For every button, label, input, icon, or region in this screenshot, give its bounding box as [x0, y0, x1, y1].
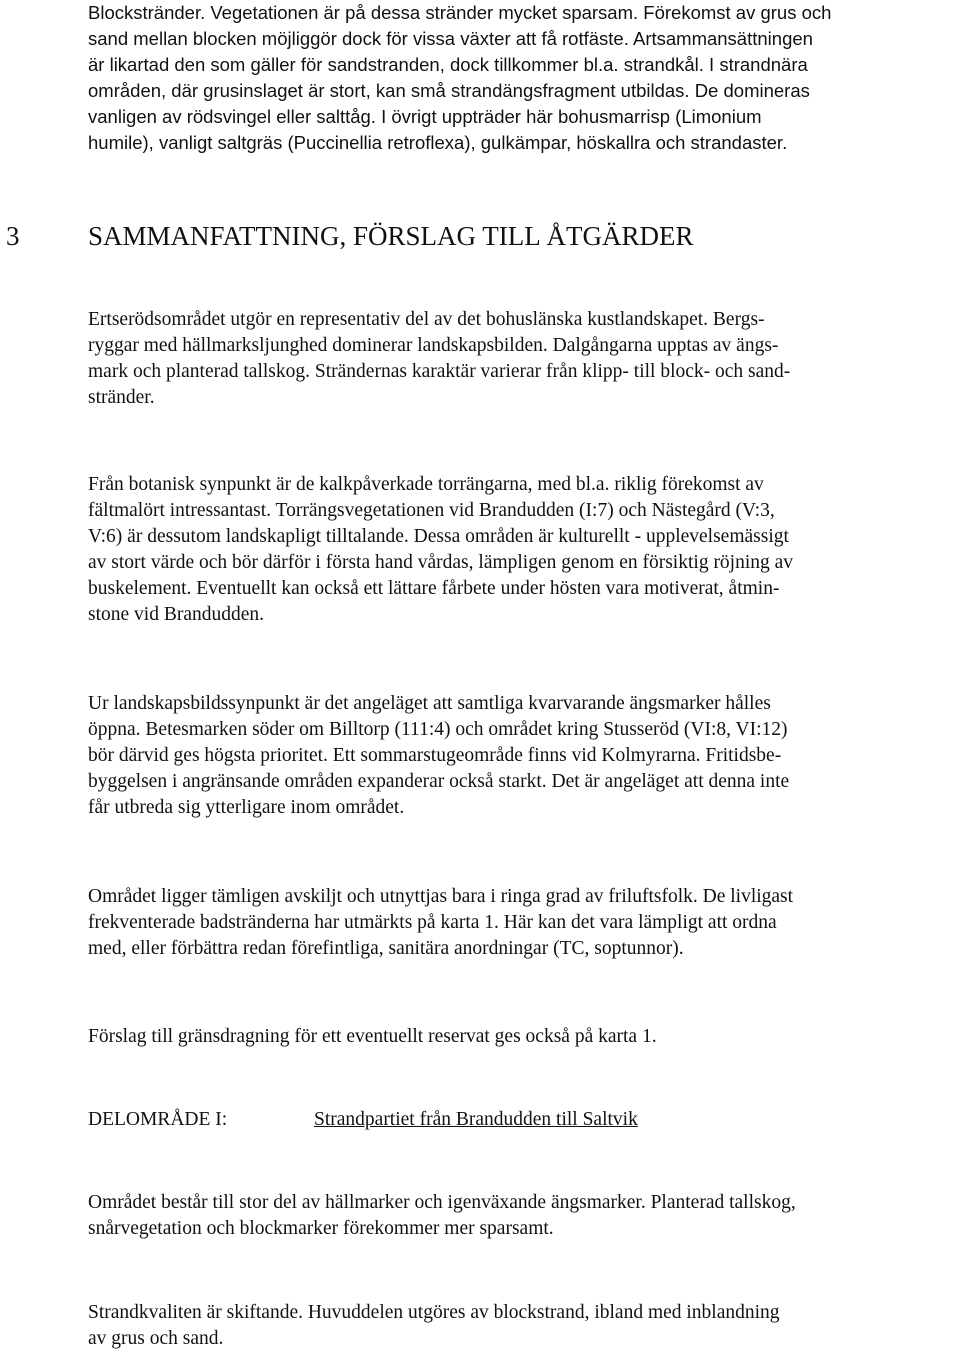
- landscape-paragraph: [88, 691, 950, 821]
- text-line: med, eller förbättra redan förefintliga, sanitära anordningar (TC, soptunnor).: [88, 938, 684, 959]
- text-line: Strandkvaliten är skiftande. Huvuddelen utgöres av blockstrand, ibland med inblandning: [88, 1302, 780, 1323]
- text-line: får utbreda sig ytterligare inom området.: [88, 797, 405, 818]
- text-line: är likartad den som gäller för sandstranden, dock tillkommer bl.a. strandkål. I strandnära: [88, 54, 808, 75]
- text-line: sand mellan blocken möjliggör dock för vissa växter att få rotfäste. Artsammansättningen: [88, 28, 813, 49]
- text-line: öppna. Betesmarken söder om Billtorp (111:4) och området kring Stusseröd (VI:8, VI:12): [88, 719, 788, 740]
- text-line: fältmalört intressantast. Torrängsvegetationen vid Brandudden (I:7) och Nästegård (V:3,: [88, 500, 775, 521]
- text-line: vanligen av rödsvingel eller salttåg. I övrigt uppträder här bohusmarrisp (Limonium: [88, 106, 762, 127]
- text-line: av grus och sand.: [88, 1328, 224, 1349]
- section-title: SAMMANFATTNING, FÖRSLAG TILL ÅTGÄRDER: [88, 221, 694, 251]
- delomrade-label: DELOMRÅDE I:: [88, 1109, 228, 1130]
- section-heading: [6, 218, 946, 254]
- delomrade-title: Strandpartiet från Brandudden till Saltvik: [314, 1109, 638, 1130]
- summary-paragraph: [88, 307, 950, 411]
- recreation-paragraph: [88, 884, 950, 962]
- text-line: Området ligger tämligen avskiljt och utnyttjas bara i ringa grad av friluftsfolk. De livligast: [88, 886, 794, 907]
- text-line: V:6) är dessutom landskapligt tilltalande. Dessa områden är kulturellt - upplevelsemässigt: [88, 526, 789, 547]
- text-line: av stort värde och bör därför i första hand vårdas, lämpligen genom en försiktig röjning av: [88, 552, 794, 573]
- shore-quality-paragraph: [88, 1300, 950, 1352]
- text-line: humile), vanligt saltgräs (Puccinellia retroflexa), gulkämpar, höskallra och strandaster.: [88, 132, 788, 153]
- text-line: Ertserödsområdet utgör en representativ del av det bohuslänska kustlandskapet. Bergs-: [88, 309, 765, 330]
- text-line: snårvegetation och blockmarker förekommer mer sparsamt.: [88, 1218, 554, 1239]
- reserve-paragraph: [88, 1024, 950, 1050]
- text-line: områden, där grusinslaget är stort, kan små strandängsfragment utbildas. De domineras: [88, 80, 810, 101]
- area-description-paragraph: [88, 1190, 950, 1242]
- text-line: mark och planterad tallskog. Strändernas karaktär varierar från klipp- till block- och sand-: [88, 361, 791, 382]
- text-line: Blockstränder. Vegetationen är på dessa stränder mycket sparsam. Förekomst av grus och: [88, 2, 832, 23]
- botany-paragraph: [88, 472, 950, 628]
- delomrade-heading: [88, 1107, 638, 1133]
- text-line: byggelsen i angränsande områden expanderar också starkt. Det är angeläget att denna inte: [88, 771, 790, 792]
- text-line: ryggar med hällmarksljunghed dominerar landskapsbilden. Dalgångarna upptas av ängs-: [88, 335, 779, 356]
- intro-paragraph: [88, 0, 950, 156]
- section-number: 3: [6, 221, 20, 251]
- text-line: frekventerade badstränderna har utmärkts på karta 1. Här kan det vara lämpligt att ordna: [88, 912, 777, 933]
- text-line: buskelement. Eventuellt kan också ett lättare fårbete under hösten vara motiverat, åtmin-: [88, 578, 780, 599]
- text-line: Ur landskapsbildssynpunkt är det angeläget att samtliga kvarvarande ängsmarker hålles: [88, 693, 771, 714]
- text-line: stränder.: [88, 387, 155, 408]
- text-line: Från botanisk synpunkt är de kalkpåverkade torrängarna, med bl.a. riklig förekomst av: [88, 474, 764, 495]
- text-line: Förslag till gränsdragning för ett eventuellt reservat ges också på karta 1.: [88, 1026, 657, 1047]
- text-line: bör därvid ges högsta prioritet. Ett sommarstugeområde finns vid Kolmyrarna. Fritidsbe-: [88, 745, 782, 766]
- text-line: stone vid Brandudden.: [88, 604, 265, 625]
- text-line: Området består till stor del av hällmarker och igenväxande ängsmarker. Planterad tallskog,: [88, 1192, 796, 1213]
